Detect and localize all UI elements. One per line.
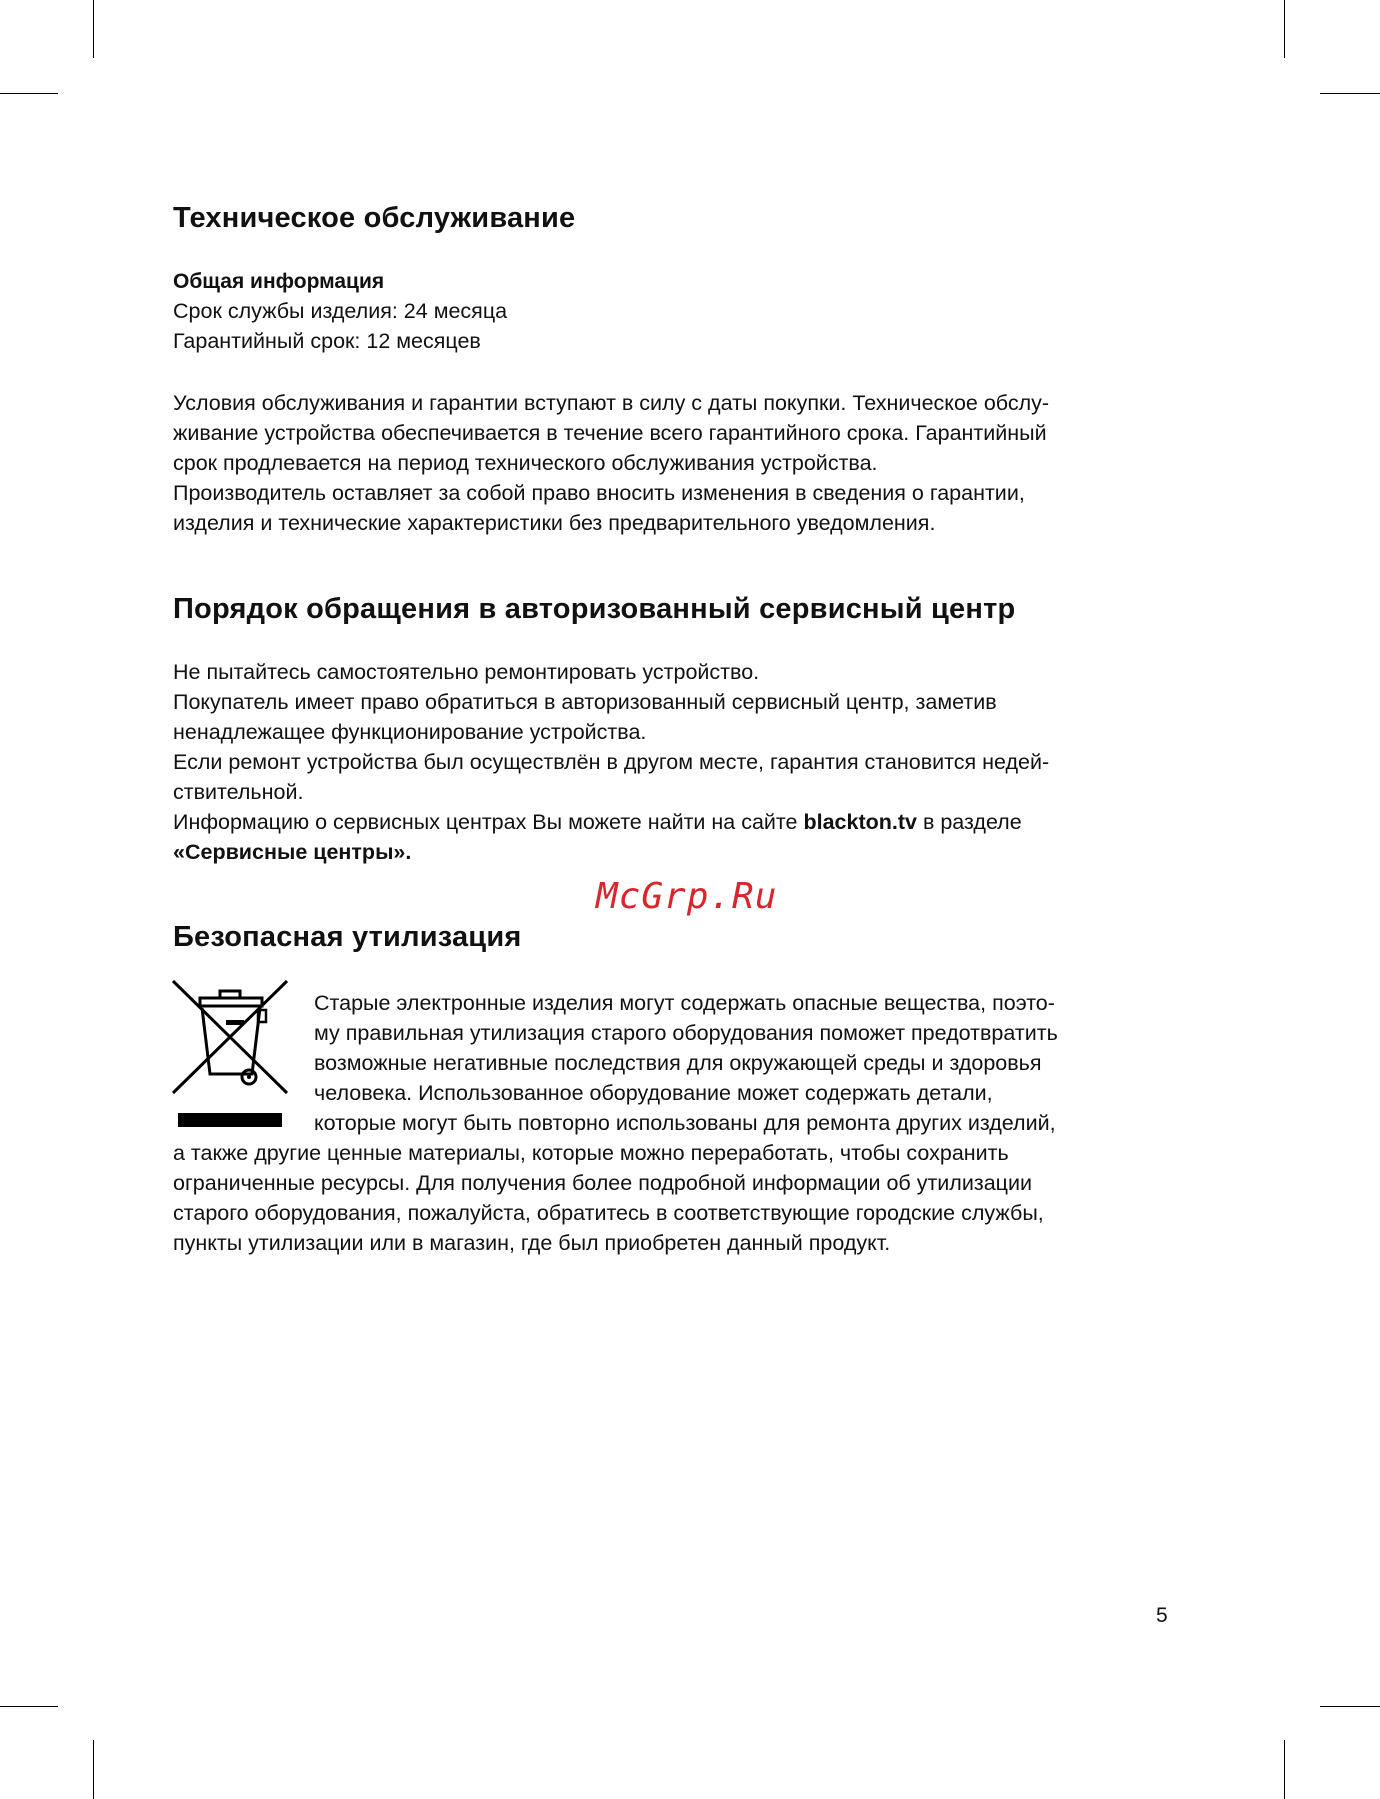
paragraph-line: которые могут быть повторно использованы для ремонта других изделий, xyxy=(314,1111,1056,1135)
watermark: McGrp.Ru xyxy=(596,876,778,917)
crop-mark xyxy=(1284,0,1285,58)
crossed-out-wheelie-bin-icon xyxy=(170,976,290,1132)
paragraph-line: а также другие ценные материалы, которые можно переработать, чтобы сохранить xyxy=(173,1141,1009,1165)
crop-mark xyxy=(1284,1740,1285,1799)
paragraph-line: живание устройства обеспечивается в течение всего гарантийного срока. Гарантийный xyxy=(173,421,1047,445)
info-text: в разделе xyxy=(916,810,1022,834)
section-title-safe-disposal: Безопасная утилизация xyxy=(173,921,522,953)
paragraph-line: изделия и технические характеристики без предварительного уведомления. xyxy=(173,511,936,535)
crop-mark xyxy=(0,93,58,94)
crop-mark xyxy=(93,0,94,58)
paragraph-line: человека. Использованное оборудование может содержать детали, xyxy=(314,1081,993,1105)
paragraph-line: Условия обслуживания и гарантии вступают в силу с даты покупки. Техническое обслу- xyxy=(173,391,1050,415)
paragraph-line: старого оборудования, пожалуйста, обратитесь в соответствующие городские службы, xyxy=(173,1201,1044,1225)
section-title-service-center: Порядок обращения в авторизованный сервисный центр xyxy=(173,593,1016,625)
paragraph-line: Не пытайтесь самостоятельно ремонтировать устройство. xyxy=(173,660,760,684)
paragraph-line: срок продлевается на период технического обслуживания устройства. xyxy=(173,451,878,475)
paragraph-line: Покупатель имеет право обратиться в авторизованный сервисный центр, заметив xyxy=(173,690,997,714)
paragraph-line: ограниченные ресурсы. Для получения более подробной информации об утилизации xyxy=(173,1171,1033,1195)
paragraph-line: Старые электронные изделия могут содержать опасные вещества, поэто- xyxy=(314,991,1055,1015)
paragraph-line: Производитель оставляет за собой право вносить изменения в сведения о гарантии, xyxy=(173,481,1025,505)
paragraph-line: пункты утилизации или в магазин, где был приобретен данный продукт. xyxy=(173,1231,891,1255)
section-title-maintenance: Техническое обслуживание xyxy=(173,202,576,234)
paragraph-line: ствительной. xyxy=(173,780,304,804)
service-center-info-line xyxy=(173,807,1022,837)
service-centers-section-ref: «Сервисные центры». xyxy=(173,840,412,864)
crop-mark xyxy=(1320,93,1380,94)
service-life-line: Срок службы изделия: 24 месяца xyxy=(173,299,508,323)
paragraph-line: Если ремонт устройства был осуществлён в другом месте, гарантия становится недей- xyxy=(173,750,1050,774)
site-link[interactable]: blackton.tv xyxy=(803,810,917,834)
subsection-title-general-info: Общая информация xyxy=(173,270,385,293)
crop-mark xyxy=(0,1706,58,1707)
crop-mark xyxy=(93,1740,94,1799)
page-number: 5 xyxy=(1156,1604,1168,1627)
paragraph-line: возможные негативные последствия для окружающей среды и здоровья xyxy=(314,1051,1042,1075)
warranty-term-line: Гарантийный срок: 12 месяцев xyxy=(173,329,481,353)
paragraph-line: му правильная утилизация старого оборудования поможет предотвратить xyxy=(314,1021,1058,1045)
paragraph-line: ненадлежащее функционирование устройства. xyxy=(173,720,647,744)
crop-mark xyxy=(1320,1706,1380,1707)
info-text: Информацию о сервисных центрах Вы можете найти на сайте xyxy=(173,810,804,834)
